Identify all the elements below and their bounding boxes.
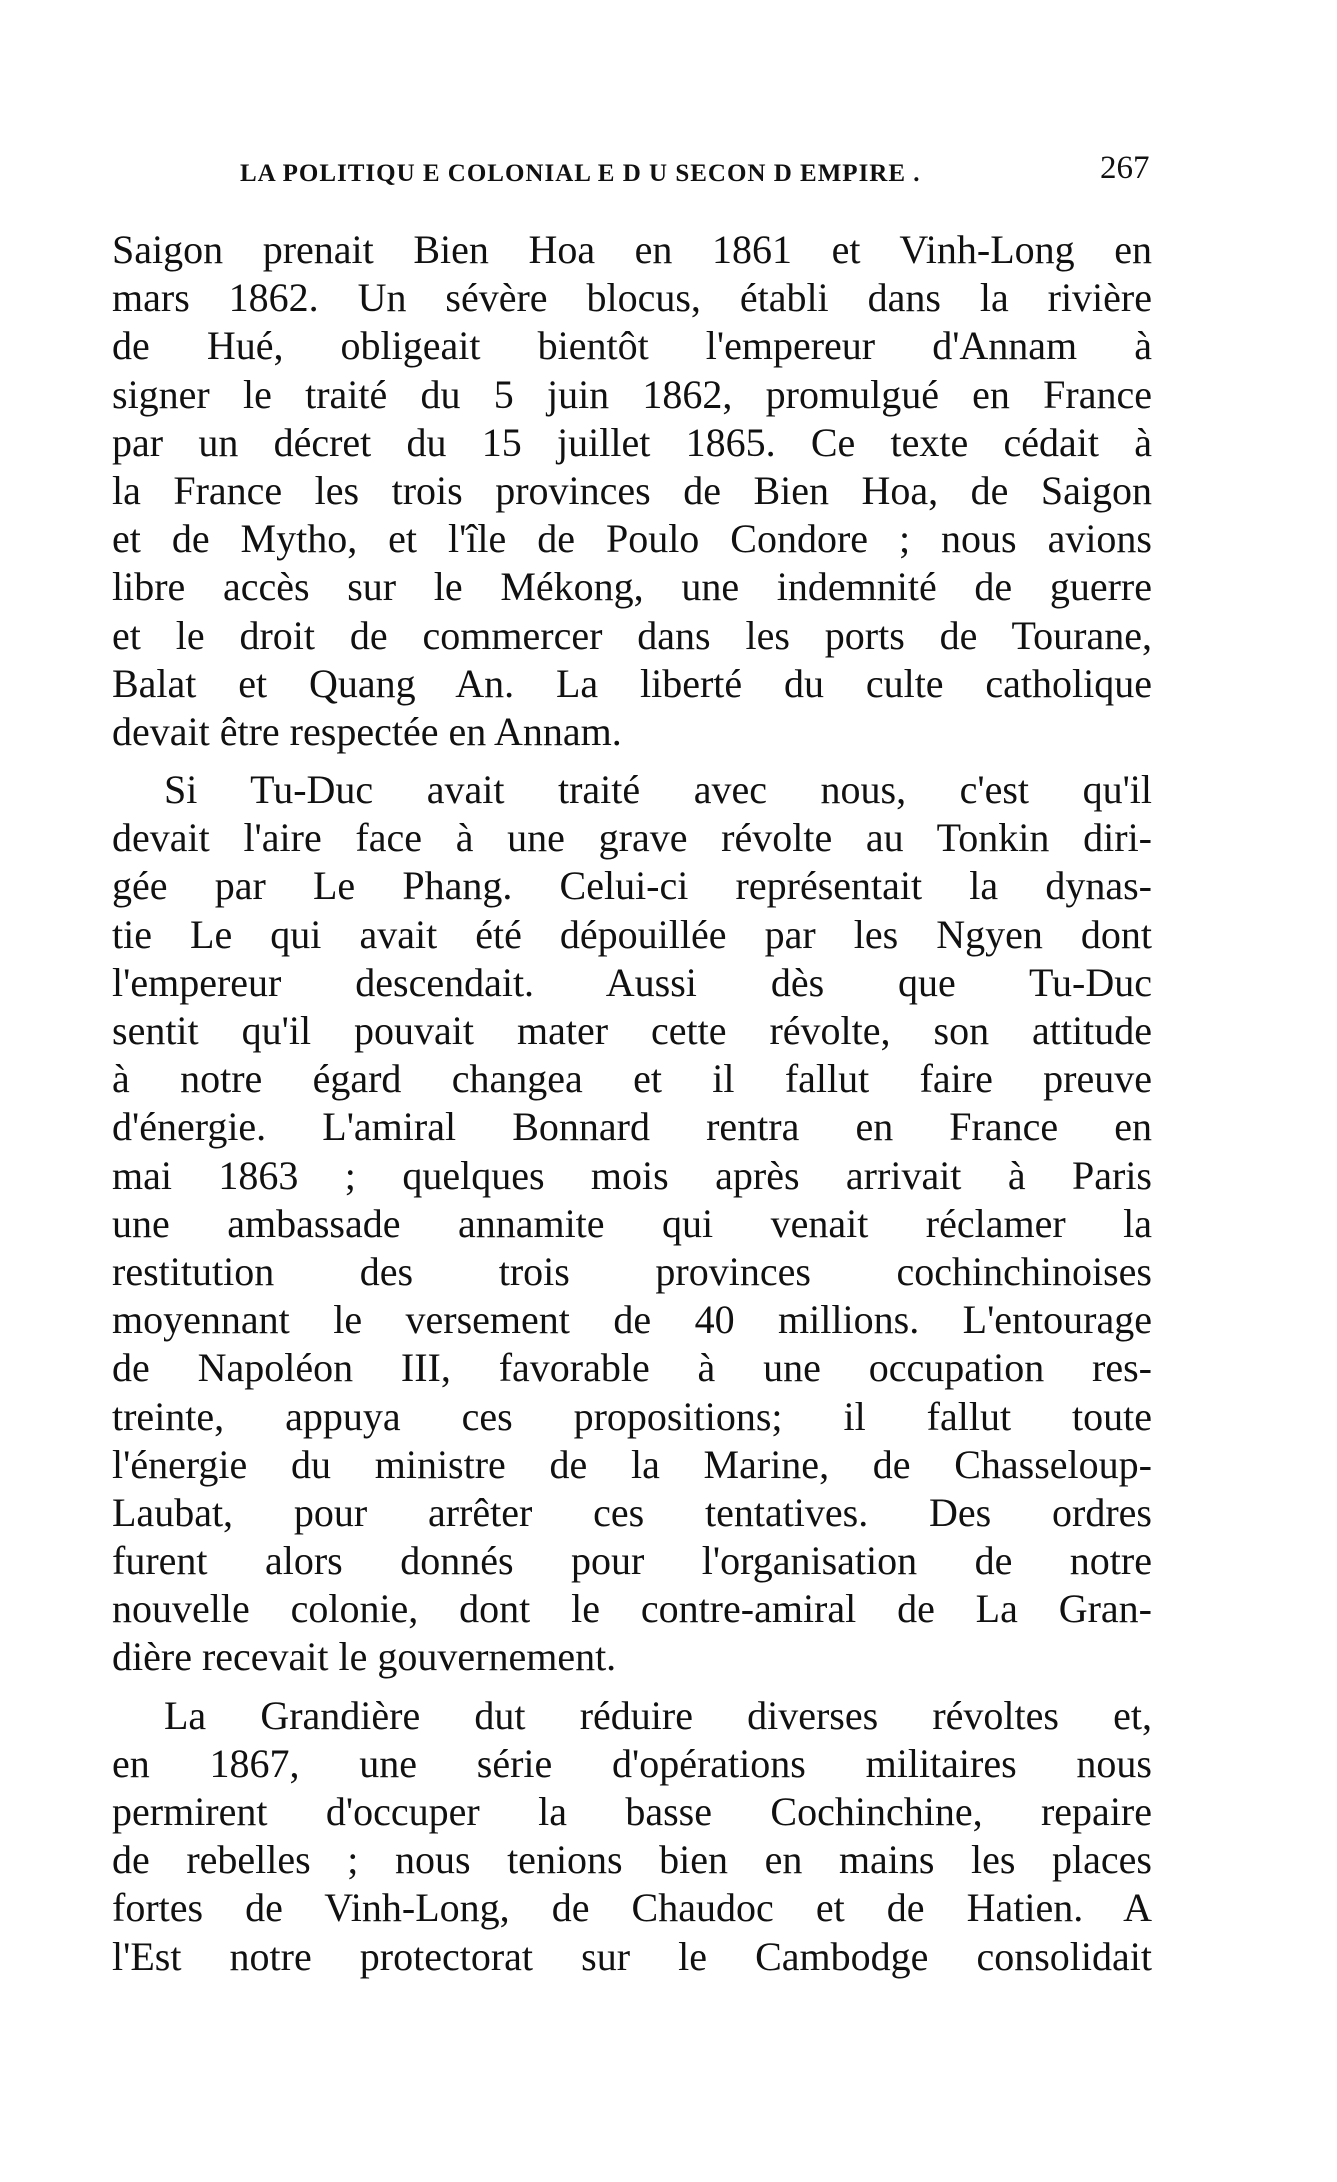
text-line: de rebelles ; nous tenions bien en mains les places: [112, 1837, 1152, 1883]
text-line: et le droit de commercer dans les ports de Tourane,: [112, 612, 1152, 658]
text-line: Si Tu-Duc avait traité avec nous, c'est qu'il: [164, 767, 1152, 813]
paragraph-3: [112, 1692, 1152, 1981]
text-line: Saigon prenait Bien Hoa en 1861 et Vinh-Long en: [112, 227, 1152, 272]
text-line: Laubat, pour arrêter ces tentatives. Des ordres: [112, 1489, 1152, 1535]
text-line: devait être respectée en Annam.: [112, 708, 622, 754]
text-line: mars 1862. Un sévère blocus, établi dans la rivière: [112, 275, 1152, 321]
text-line: de Hué, obligeait bientôt l'empereur d'Annam à: [112, 323, 1152, 369]
text-line: tie Le qui avait été dépouillée par les Ngyen dont: [112, 911, 1152, 957]
text-line: restitution des trois provinces cochinchinoises: [112, 1248, 1152, 1294]
text-line: l'empereur descendait. Aussi dès que Tu-Duc: [112, 959, 1152, 1005]
text-line: moyennant le versement de 40 millions. L'entourage: [112, 1297, 1152, 1343]
text-line: la France les trois provinces de Bien Hoa, de Saigon: [112, 467, 1152, 513]
text-line: permirent d'occuper la basse Cochinchine, repaire: [112, 1789, 1152, 1834]
text-line: l'Est notre protectorat sur le Cambodge consolidait: [112, 1933, 1152, 1979]
text-line: une ambassade annamite qui venait réclamer la: [112, 1200, 1152, 1246]
text-line: par un décret du 15 juillet 1865. Ce texte cédait à: [112, 419, 1152, 465]
text-line: et de Mytho, et l'île de Poulo Condore ; nous avions: [112, 516, 1152, 562]
text-line: nouvelle colonie, dont le contre-amiral de La Gran-: [112, 1586, 1152, 1632]
body-text: [112, 226, 1152, 1981]
page-number: 267: [1100, 150, 1150, 186]
text-line: d'énergie. L'amiral Bonnard rentra en France en: [112, 1104, 1152, 1150]
text-line: dière recevait le gouvernement.: [112, 1634, 617, 1680]
text-line: libre accès sur le Mékong, une indemnité de guerre: [112, 564, 1152, 610]
text-line: mai 1863 ; quelques mois après arrivait à Paris: [112, 1152, 1152, 1198]
paragraph-2: [112, 766, 1152, 1682]
text-line: de Napoléon III, favorable à une occupation res-: [112, 1345, 1152, 1391]
text-line: devait l'aire face à une grave révolte au Tonkin diri-: [112, 815, 1152, 861]
text-line: sentit qu'il pouvait mater cette révolte, son attitude: [112, 1008, 1152, 1053]
text-line: en 1867, une série d'opérations militaires nous: [112, 1740, 1152, 1786]
text-line: signer le traité du 5 juin 1862, promulgué en France: [112, 371, 1152, 417]
text-line: furent alors donnés pour l'organisation de notre: [112, 1538, 1152, 1584]
text-line: treinte, appuya ces propositions; il fallut toute: [112, 1393, 1152, 1439]
paragraph-1: [112, 226, 1152, 756]
text-line: à notre égard changea et il fallut faire preuve: [112, 1056, 1152, 1102]
running-head: LA POLITIQU E COLONIAL E D U SECON D EMPIRE .: [240, 160, 921, 187]
text-line: fortes de Vinh-Long, de Chaudoc et de Hatien. A: [112, 1885, 1152, 1931]
text-line: gée par Le Phang. Celui-ci représentait la dynas-: [112, 863, 1152, 909]
text-line: l'énergie du ministre de la Marine, de Chasseloup-: [112, 1441, 1152, 1487]
text-line: Balat et Quang An. La liberté du culte catholique: [112, 660, 1152, 706]
text-line: La Grandière dut réduire diverses révoltes et,: [164, 1692, 1152, 1738]
